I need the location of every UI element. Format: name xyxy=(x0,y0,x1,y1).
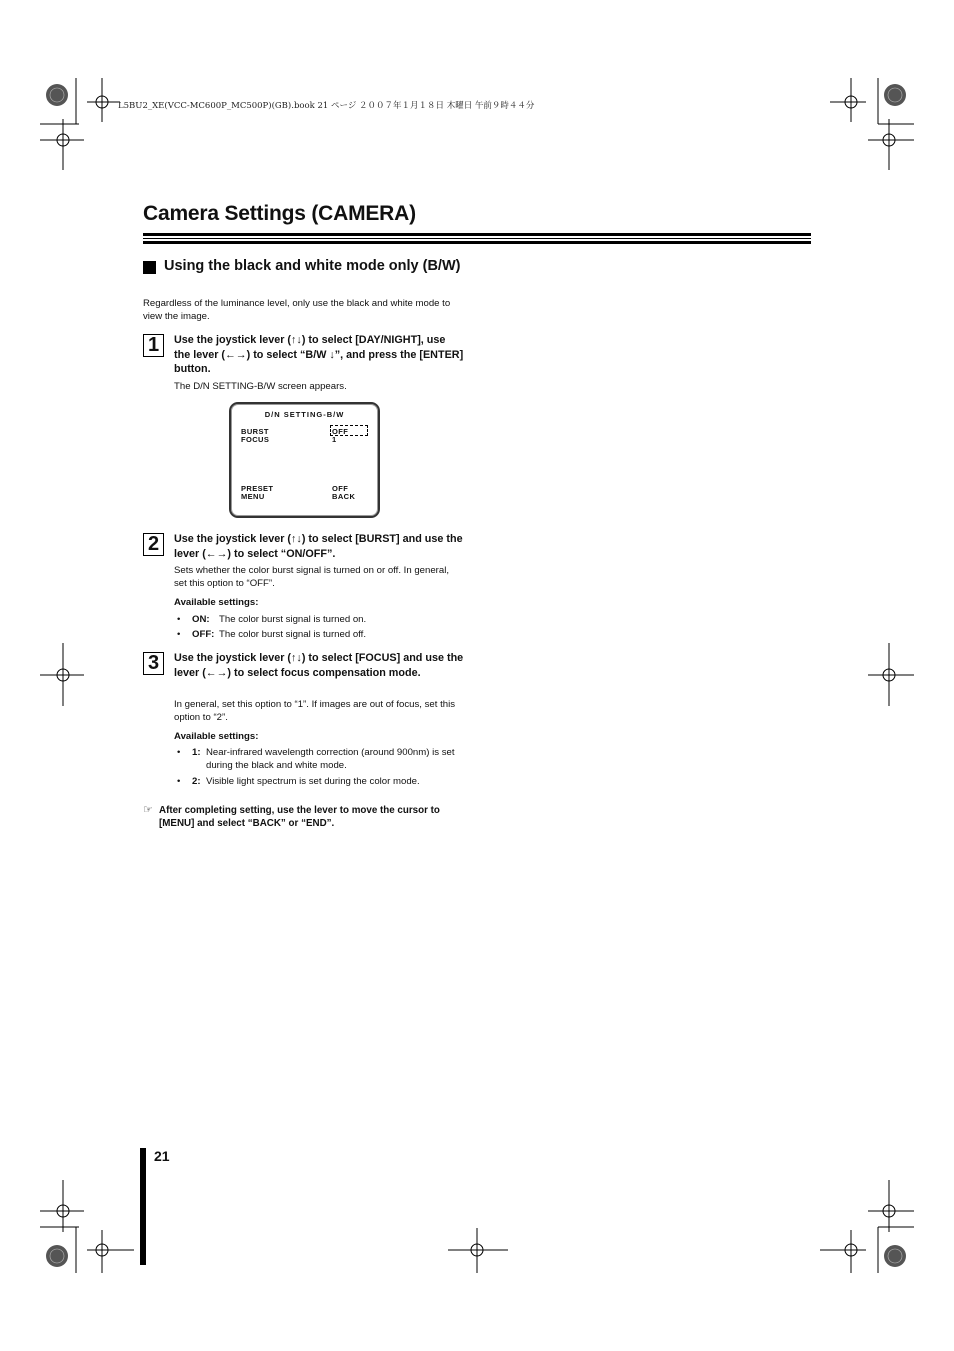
screen-menu-label: MENU xyxy=(241,492,265,501)
setting-text: The color burst signal is turned on. xyxy=(219,614,367,625)
step-2-available-label: Available settings: xyxy=(174,597,259,608)
step-3-number: 3 xyxy=(143,652,164,675)
title-rule-thick xyxy=(143,233,811,236)
screen-preset-value: OFF xyxy=(332,484,349,493)
section-intro: Regardless of the luminance level, only use the black and white mode to view the image. xyxy=(143,298,451,322)
step-2-setting-off: • OFF: The color burst signal is turned off. xyxy=(177,629,367,640)
setting-label: 2: xyxy=(192,776,201,787)
pointing-hand-icon: ☞ xyxy=(143,804,153,816)
page-title: Camera Settings (CAMERA) xyxy=(143,202,416,225)
step-2-instruction: Use the joystick lever (↑↓) to select [BURST] and use the lever (←→) to select “ON/OFF”. xyxy=(174,533,463,560)
setting-label: 1: xyxy=(192,747,201,758)
title-rule-thin xyxy=(143,238,811,239)
step-2-body: Sets whether the color burst signal is turned on or off. In general, set this option to “OFF”. xyxy=(174,565,450,589)
step-2-number: 2 xyxy=(143,533,164,556)
step-1-instruction: Use the joystick lever (↑↓) to select [DAY/NIGHT], use the lever (←→) to select “B/W ↓”, and press the [ENTER] button. xyxy=(174,334,464,375)
step-3-setting-1: • 1: Near-infrared wavelength correction (around 900nm) is set during the black and white mode. xyxy=(177,746,467,772)
screen-burst-label: BURST xyxy=(241,427,269,436)
setting-text: Near-infrared wavelength correction (around 900nm) is set during the black and white mode. xyxy=(206,747,455,771)
setting-label: OFF: xyxy=(192,629,215,640)
screen-burst-value: OFF xyxy=(332,427,349,436)
screen-title: D/N SETTING-B/W xyxy=(264,410,345,419)
step-3-instruction: Use the joystick lever (↑↓) to select [FOCUS] and use the lever (←→) to select focus compensation mode. xyxy=(174,652,464,679)
step-3-setting-2: • 2: Visible light spectrum is set during the color mode. xyxy=(177,775,467,788)
screen-preset-label: PRESET xyxy=(241,484,274,493)
page-number-bar xyxy=(140,1148,146,1265)
step-2-setting-on: • ON: The color burst signal is turned on. xyxy=(177,614,367,625)
screen-focus-label: FOCUS xyxy=(241,435,270,444)
screen-focus-value: 1 xyxy=(332,435,337,444)
dn-setting-screen xyxy=(229,402,380,518)
screen-menu-value: BACK xyxy=(332,492,356,501)
section-title: Using the black and white mode only (B/W) xyxy=(164,258,461,274)
step-3-available-label: Available settings: xyxy=(174,731,259,742)
step-1-number: 1 xyxy=(143,334,164,357)
setting-text: The color burst signal is turned off. xyxy=(219,629,367,640)
note-text: After completing setting, use the lever to move the cursor to [MENU] and select “BACK” or “END”. xyxy=(159,805,440,829)
step-3-body: In general, set this option to “1”. If images are out of focus, set this option to “2”. xyxy=(174,699,456,723)
print-header-line: L5BU2_XE(VCC-MC600P_MC500P)(GB).book 21 ページ ２００７年１月１８日 木曜日 午前９時４４分 xyxy=(118,101,535,111)
step-1-body: The D/N SETTING-B/W screen appears. xyxy=(174,381,347,392)
setting-label: ON: xyxy=(192,614,210,625)
title-rule-thick-lower xyxy=(143,241,811,244)
page-number: 21 xyxy=(154,1148,170,1164)
setting-text: Visible light spectrum is set during the color mode. xyxy=(206,776,420,787)
section-square-icon xyxy=(143,261,156,274)
